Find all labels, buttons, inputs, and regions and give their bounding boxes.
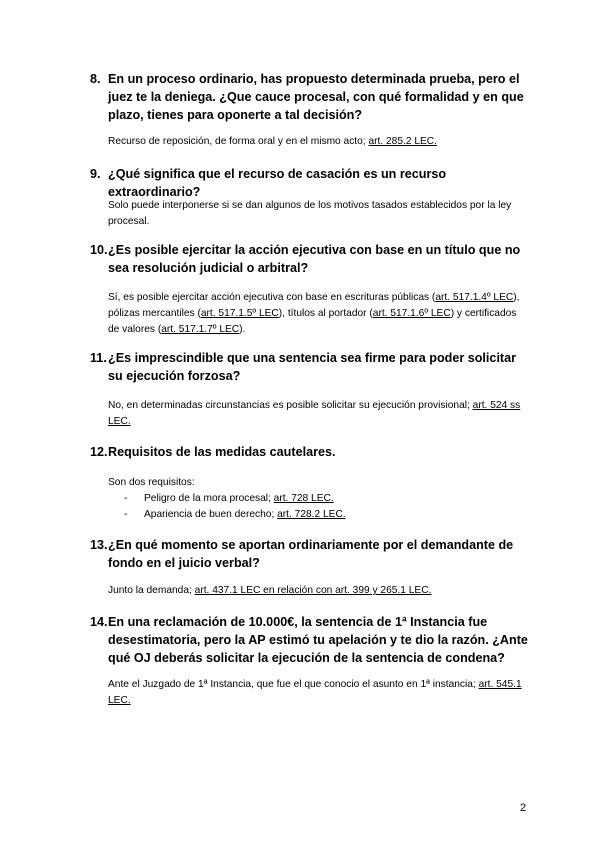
question-text: ¿En qué momento se aportan ordinariamente por el demandante de fondo en el juicio verbal?: [108, 538, 514, 570]
list-dash: -: [124, 509, 128, 520]
answer-13: [108, 583, 528, 599]
question-13: [90, 536, 530, 572]
law-reference: art. 524 ss LEC.: [108, 400, 521, 427]
question-12: [90, 443, 530, 461]
answer-text: ).: [239, 324, 246, 335]
question-number: 8.: [90, 72, 101, 86]
question-number: 14.: [90, 615, 108, 629]
question-8: [90, 70, 530, 124]
law-reference: art. 285.2 LEC.: [368, 136, 437, 147]
law-reference: art. 517.1.5º LEC: [200, 308, 279, 319]
answer-text: Ante el Juzgado de 1ª Instancia, que fue el que conocio el asunto en 1ª instancia;: [108, 679, 479, 690]
answer-10: [108, 290, 528, 338]
answer-12-intro: [108, 475, 528, 491]
list-item: [124, 507, 346, 523]
answer-text: Apariencia de buen derecho;: [144, 509, 278, 520]
requirements-list: [124, 491, 346, 523]
answer-text: Peligro de la mora procesal;: [144, 493, 274, 504]
answer-text: No, en determinadas circunstancias es posible solicitar su ejecución provisional;: [108, 400, 473, 411]
law-reference: art. 728.2 LEC.: [277, 509, 346, 520]
question-number: 10.: [90, 243, 108, 257]
list-item: [124, 491, 346, 507]
answer-text: ), títulos al portador (: [278, 308, 373, 319]
question-number: 13.: [90, 538, 108, 552]
answer-9: [108, 198, 528, 230]
law-reference: art. 728 LEC.: [273, 493, 334, 504]
law-reference: art. 437.1 LEC en relación con art. 399 y 265.1 LEC.: [194, 585, 432, 596]
answer-14: [108, 677, 528, 709]
question-9: [90, 165, 530, 201]
question-number: 11.: [90, 351, 107, 365]
answer-11: [108, 398, 528, 430]
law-reference: art. 545.1 LEC.: [108, 679, 522, 706]
question-text: En un proceso ordinario, has propuesto determinada prueba, pero el juez te la deniega. ¿Que cauce procesal, con qué formalidad y en que plazo, tienes para oponerte a tal decisión?: [108, 72, 524, 122]
question-number: 9.: [90, 167, 101, 181]
law-reference: art. 517.1.6º LEC: [372, 308, 451, 319]
question-text: En una reclamación de 10.000€, la sentencia de 1ª Instancia fue desestimatoria, pero la AP estimó tu apelación y te dio la razón. ¿Ante qué OJ deberás solicitar la ejecución de la sentencia de condena?: [108, 615, 528, 665]
question-text: Requisitos de las medidas cautelares.: [108, 445, 336, 459]
question-text: ¿Es posible ejercitar la acción ejecutiva con base en un título que no sea resolución judicial o arbitral?: [108, 243, 521, 275]
law-reference: art. 517.1.4º LEC: [435, 292, 514, 303]
question-text: ¿Es imprescindible que una sentencia sea firme para poder solicitar su ejecución forzosa?: [108, 351, 517, 383]
answer-text: ) y certificados de valores (: [108, 308, 517, 335]
list-dash: -: [124, 493, 128, 504]
question-11: [90, 349, 530, 385]
law-reference: art. 517.1.7º LEC: [161, 324, 240, 335]
question-10: [90, 241, 530, 277]
answer-8: [108, 134, 528, 150]
page-number: 2: [520, 802, 527, 814]
answer-text: Junto la demanda;: [108, 585, 195, 596]
answer-text: Solo puede interponerse si se dan algunos de los motivos tasados establecidos por la ley procesal.: [108, 200, 512, 227]
answer-text: ), pólizas mercantiles (: [108, 292, 520, 319]
answer-text: Sí, es posible ejercitar acción ejecutiva con base en escrituras públicas (: [108, 292, 436, 303]
question-14: [90, 613, 530, 667]
question-number: 12.: [90, 445, 108, 459]
answer-text: Recurso de reposición, de forma oral y en el mismo acto;: [108, 136, 369, 147]
question-text: ¿Qué significa que el recurso de casación es un recurso extraordinario?: [108, 167, 447, 199]
answer-text: Son dos requisitos:: [108, 477, 195, 488]
